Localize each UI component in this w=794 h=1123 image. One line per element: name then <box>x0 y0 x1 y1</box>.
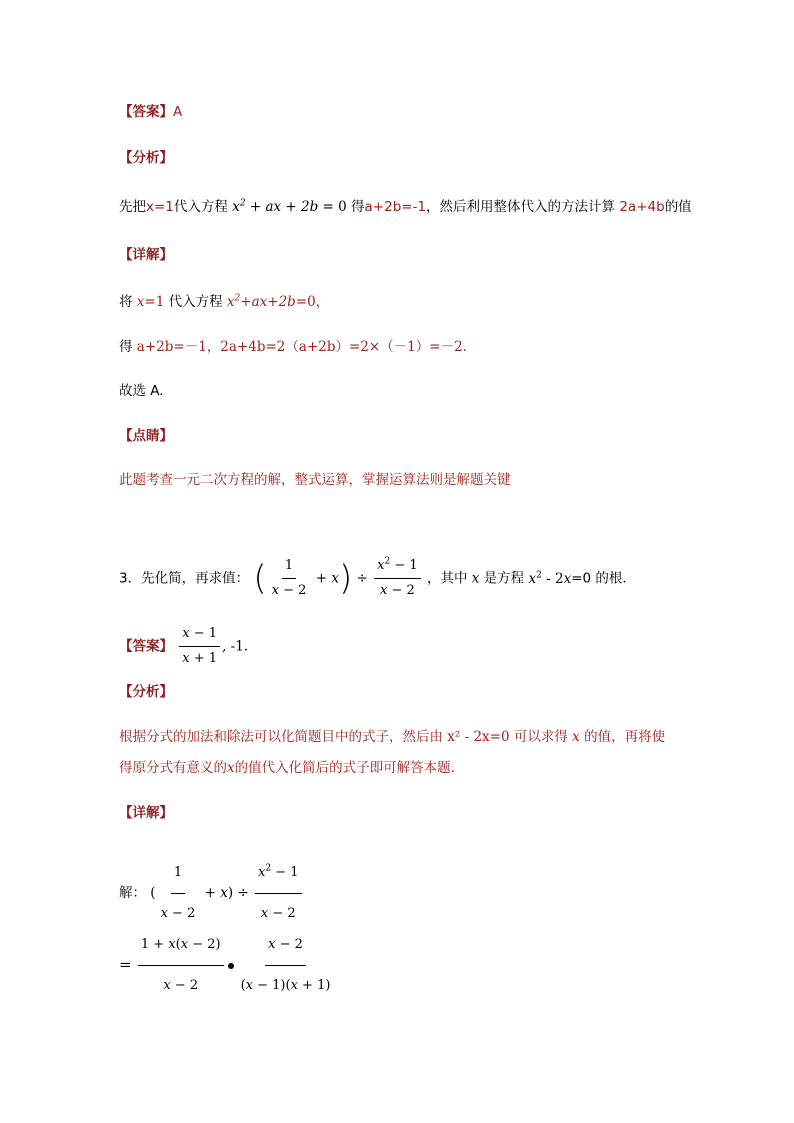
answer-line-3: 【答案】 $\frac{x - 1}{x + 1}$ , -1. <box>119 624 248 669</box>
analysis-text-3-line-2: 得原分式有意义的x的值代入化简后的式子即可解答本题． <box>119 760 465 776</box>
condition: x=1 <box>146 199 174 215</box>
equation: $x^2+ax+2b$ <box>226 293 296 310</box>
question-equation: $x^2 - 2x$ <box>528 570 572 587</box>
detail-3-step-2: = $\frac{1 + x(x - 2)}{x - 2}$ $\frac{x - 2}{(x - 1)(x + 1)}$ <box>119 927 335 1004</box>
multiply-dot <box>228 963 234 969</box>
detail-tag-1: 【详解】 <box>119 247 173 263</box>
answer-fraction: $\frac{x - 1}{x + 1}$ <box>179 624 220 669</box>
question-number: 3． <box>119 570 142 587</box>
answer-tag: 【答案】 <box>119 104 173 120</box>
detail-line-2: 得 a+2b=－1，2a+4b=2（a+2b）=2×（－1）=－2. <box>119 339 467 355</box>
analysis-tag-1: 【分析】 <box>119 150 173 166</box>
detail-line-1: 将 x=1 代入方程 $x^2+ax+2b=0$， <box>119 293 330 310</box>
equation: $x^2$ + ax + 2b <box>232 198 323 215</box>
analysis-tag-3: 【分析】 <box>119 684 173 700</box>
analysis-text-3-line-1: 根据分式的加法和除法可以化简题目中的式子，然后由 x² - 2x=0 可以求得 x 的值，再将使 <box>119 729 666 745</box>
answer-line-1 <box>119 102 182 122</box>
detail-tag-3: 【详解】 <box>119 805 173 821</box>
comment-text-1: 此题考查一元二次方程的解，整式运算，掌握运算法则是解题关键 <box>119 472 511 488</box>
comment-tag-1: 【点睛】 <box>119 428 173 444</box>
solution-expression-1: ( $\frac{1}{x - 2}$ + x) ÷ $\frac{x^2 - 1}{x - 2}$ <box>150 885 303 901</box>
question-3: 3．先化简，再求值： ( $\frac{1}{x - 2}$ + x) ÷ $\frac{x^2 - 1}{x - 2}$ ，其中 x 是方程 $x^2 - 2x=0$ 的根． <box>119 556 636 601</box>
answer-value: A <box>173 104 183 120</box>
detail-line-3: 故选 A. <box>119 383 164 399</box>
question-expression: ( $\frac{1}{x - 2}$ + x) ÷ $\frac{x^2 - 1}{x - 2}$ <box>253 556 422 601</box>
solution-expression-2: = <box>119 955 132 974</box>
detail-3-step-1: 解： ( $\frac{1}{x - 2}$ + x) ÷ $\frac{x^2 - 1}{x - 2}$ <box>119 855 304 932</box>
analysis-text-1: 先把x=1代入方程 $x^2$ + ax + 2b = 0 得a+2b=-1，然后利用整体代入的方法计算 2a+4b的值 <box>119 198 692 215</box>
